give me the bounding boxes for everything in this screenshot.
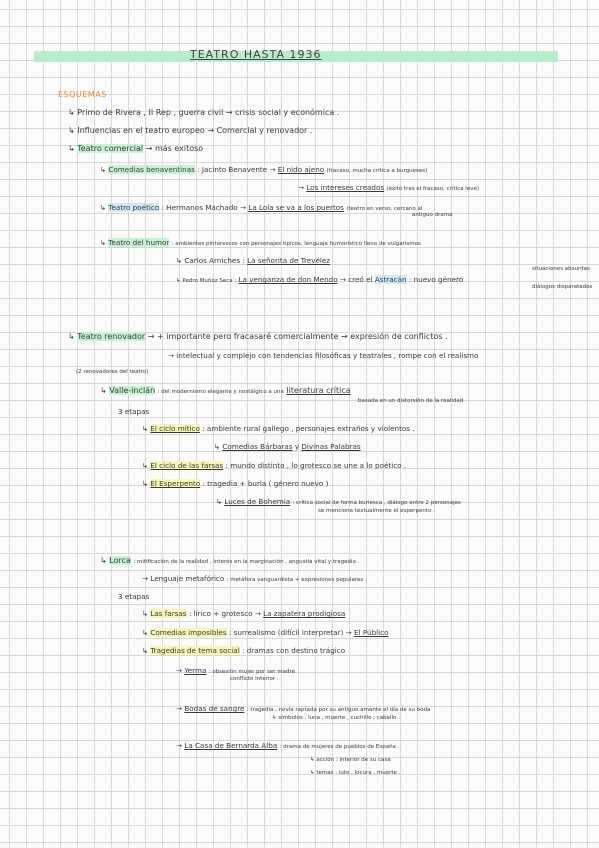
line-lenguaje-metaforico: → Lenguaje metafórico : metáfora vanguardista + expresiones populares . bbox=[142, 574, 367, 583]
line-comedias-barbaras: ↳ Comedias Bárbaras y Divinas Palabras bbox=[214, 442, 361, 451]
line-context: ↳ Primo de Rivera , II Rep , guerra civil → crisis social y económica . bbox=[68, 108, 340, 117]
heading-esquemas: ESQUEMAS bbox=[58, 90, 107, 99]
line-accion: ↳ acción : interior de su casa bbox=[310, 757, 391, 763]
line-teatro-poetico: ↳ Teatro poético : Hermanos Machado → La Lola se va a los puertos (teatro en verso, cercano al bbox=[100, 203, 423, 212]
line-arniches: ↳ Carlos Arniches : La señorita de Trevélez bbox=[176, 256, 331, 265]
line-valle-inclan: ↳ Valle-inclán : del modernismo elegante y nostálgico a una literatura crítica bbox=[100, 386, 351, 395]
line-lorca-etapas: 3 etapas bbox=[118, 592, 150, 601]
line-las-farsas: ↳ Las farsas : lírico + grotesco → La zapatera prodigiosa bbox=[142, 609, 346, 618]
line-yerma: → Yerma : obsesión mujer por ser madre bbox=[176, 666, 296, 675]
line-ciclo-farsas: ↳ El ciclo de las farsas : mundo distinto , lo grotesco se une a lo poético . bbox=[142, 461, 407, 470]
line-munoz-seca: ↳ Pedro Muñoz Seca : La venganza de don Mendo → creó el Astracán : nuevo género bbox=[176, 275, 464, 284]
note-dialogos: diálogos disparatados bbox=[532, 284, 593, 290]
line-teatro-renovador: ↳ Teatro renovador → + importante pero fracasaré comercialmente → expresión de conflictos . bbox=[68, 332, 448, 341]
line-teatro-comercial: ↳ Teatro comercial → más exitoso bbox=[68, 144, 204, 153]
line-lorca: ↳ Lorca : mitificación de la realidad , interés en la marginación , angustia vital y tragedia . bbox=[100, 556, 360, 565]
line-simbolos: ↳ símbolos : luna , muerte , cuchillo , caballo . bbox=[272, 715, 400, 721]
line-conflicto-interior: conflicto interior . bbox=[230, 676, 279, 682]
line-influences: ↳ Influencias en el teatro europeo → Comercial y renovador . bbox=[68, 126, 313, 135]
line-comedias-imposibles: ↳ Comedias imposibles : surrealismo (difícil interpretar) → El Público bbox=[142, 628, 389, 637]
line-bernarda-alba: → La Casa de Bernarda Alba : drama de mujeres de pueblos de España . bbox=[176, 741, 400, 750]
line-antiguo-drama: antiguo drama bbox=[412, 212, 453, 218]
line-teatro-humor: ↳ Teatro del humor : ambientes pintorescos con personajes típicos, lenguaje humorístico lleno de vulgarismos bbox=[100, 238, 421, 247]
line-distorsion: basada en un distorsión de la realidad bbox=[358, 398, 464, 404]
line-comedias-benaventinas: ↳ Comedias benaventinas : Jacinto Benavente → El nido ajeno (fracaso, mucha crítica a burgueses) bbox=[100, 165, 428, 174]
teatro-comercial-label: Teatro comercial bbox=[77, 144, 144, 153]
note-situaciones: situaciones absurdas bbox=[532, 266, 590, 272]
line-menciona-esperpento: se menciona textualmente el esperpento . bbox=[318, 508, 435, 514]
line-ciclo-mitico: ↳ El ciclo mítico : ambiente rural gallego , personajes extraños y violentos . bbox=[142, 424, 415, 433]
line-dos-renovadores: (2 renovadores del teatro) bbox=[76, 369, 149, 375]
line-esperpento: ↳ El Esperpento : tragedia + burla ( género nuevo ) bbox=[142, 479, 329, 488]
line-luces-bohemia: ↳ Luces de Bohemia : crítica social de forma burlesca , diálogo entre 2 personajes bbox=[216, 497, 461, 506]
line-tragedias-sociales: ↳ Tragedias de tema social : dramas con destino trágico bbox=[142, 646, 346, 655]
line-temas: ↳ temas : luto , locura , muerte . bbox=[310, 770, 401, 776]
line-intelectual: → intelectual y complejo con tendencias filosóficas y teatrales , rompe con el realismo bbox=[168, 351, 479, 360]
page-title: TEATRO HASTA 1936 bbox=[190, 48, 322, 61]
line-valle-etapas: 3 etapas bbox=[118, 407, 150, 416]
line-bodas-sangre: → Bodas de sangre : tragedia , novia raptada por su antiguo amante el día de su boda bbox=[176, 704, 431, 713]
line-intereses-creados: → Los intereses creados (éxito tras el fracaso, crítica leve) bbox=[298, 183, 479, 192]
